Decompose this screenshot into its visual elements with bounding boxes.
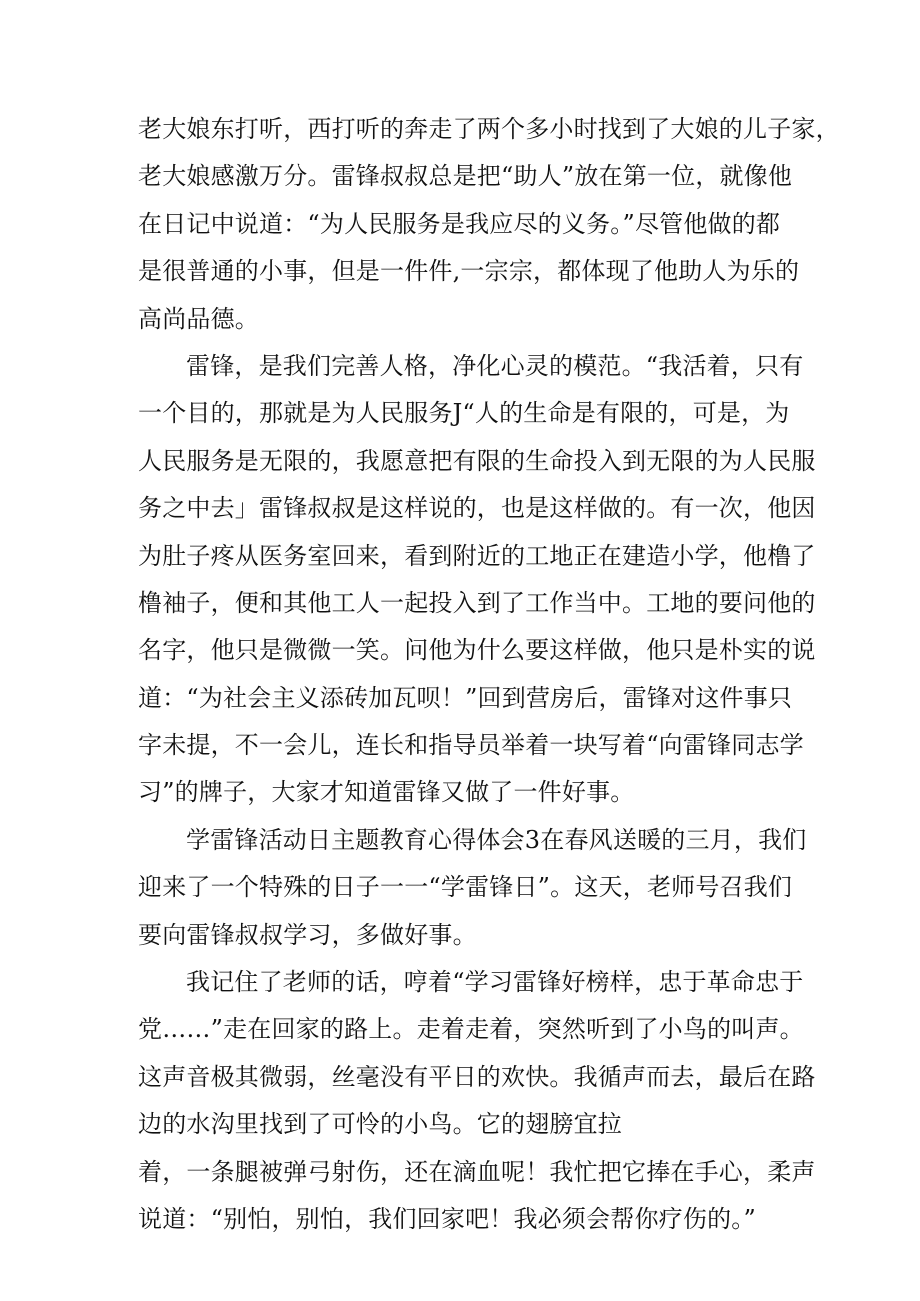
text-line: 边的水沟里找到了可怜的小鸟。它的翅膀宜拉 [138, 1110, 622, 1139]
text-line: 这声音极其微弱，丝毫没有平日的欢快。我循声而去，最后在路 [138, 1062, 816, 1091]
text-line: 说道：“别怕，别怕，我们回家吧！我必须会帮你疗伤的。” [138, 1204, 756, 1233]
text-line: 为肚子疼从医务室回来，看到附近的工地正在建造小学，他橹了 [138, 541, 816, 570]
text-line: 一个目的，那就是为人民服务J“人的生命是有限的，可是，为 [138, 399, 790, 428]
text-line: 党……”走在回家的路上。走着走着，突然听到了小鸟的叫声。 [138, 1015, 804, 1044]
text-line: 迎来了一个特殊的日子一一“学雷锋日”。这天，老师号召我们 [138, 873, 793, 902]
text-line: 老大娘东打听，西打听的奔走了两个多小时找到了大娘的儿子家， [138, 115, 840, 143]
text-line: 是很普通的小事，但是一件件,一宗宗，都体现了他助人为乐的 [138, 257, 800, 286]
text-line: 名字，他只是微微一笑。问他为什么要这样做，他只是朴实的说 [138, 636, 816, 665]
text-line: 务之中去」雷锋叔叔是这样说的，也是这样做的。有一次，他因 [138, 494, 816, 523]
text-line: 老大娘感激万分。雷锋叔叔总是把“助人”放在第一位，就像他 [138, 162, 793, 191]
text-line: 着，一条腿被弹弓射伤，还在滴血呢！我忙把它捧在手心，柔声 [138, 1157, 816, 1186]
text-line: 字未提，不一会儿，连长和指导员举着一块写着“向雷锋同志学 [138, 731, 804, 760]
text-line: 要向雷锋叔叔学习，多做好事。 [138, 920, 477, 949]
text-line: 在日记中说道：“为人民服务是我应尽的义务。”尽管他做的都 [138, 209, 781, 238]
text-line: 橹袖子，便和其他工人一起投入到了工作当中。工地的要问他的 [138, 588, 816, 617]
body-text [138, 106, 840, 1243]
paragraph-first-line: 雷锋，是我们完善人格，净化心灵的模范。“我活着，只有 [186, 351, 804, 380]
paragraph-first-line: 学雷锋活动日主题教育心得体会3在春风送暖的三月，我们 [186, 825, 807, 854]
text-line: 道：“为社会主义添砖加瓦呗！”回到营房后，雷锋对这件事只 [138, 683, 793, 712]
text-line: 人民服务是无限的，我愿意把有限的生命投入到无限的为人民服 [138, 446, 816, 475]
paragraph-first-line: 我记住了老师的话，哼着“学习雷锋好榜样，忠于革命忠于 [186, 968, 804, 997]
text-line: 习”的牌子，大家才知道雷锋又做了一件好事。 [138, 778, 635, 807]
text-line: 高尚品德。 [138, 304, 259, 333]
